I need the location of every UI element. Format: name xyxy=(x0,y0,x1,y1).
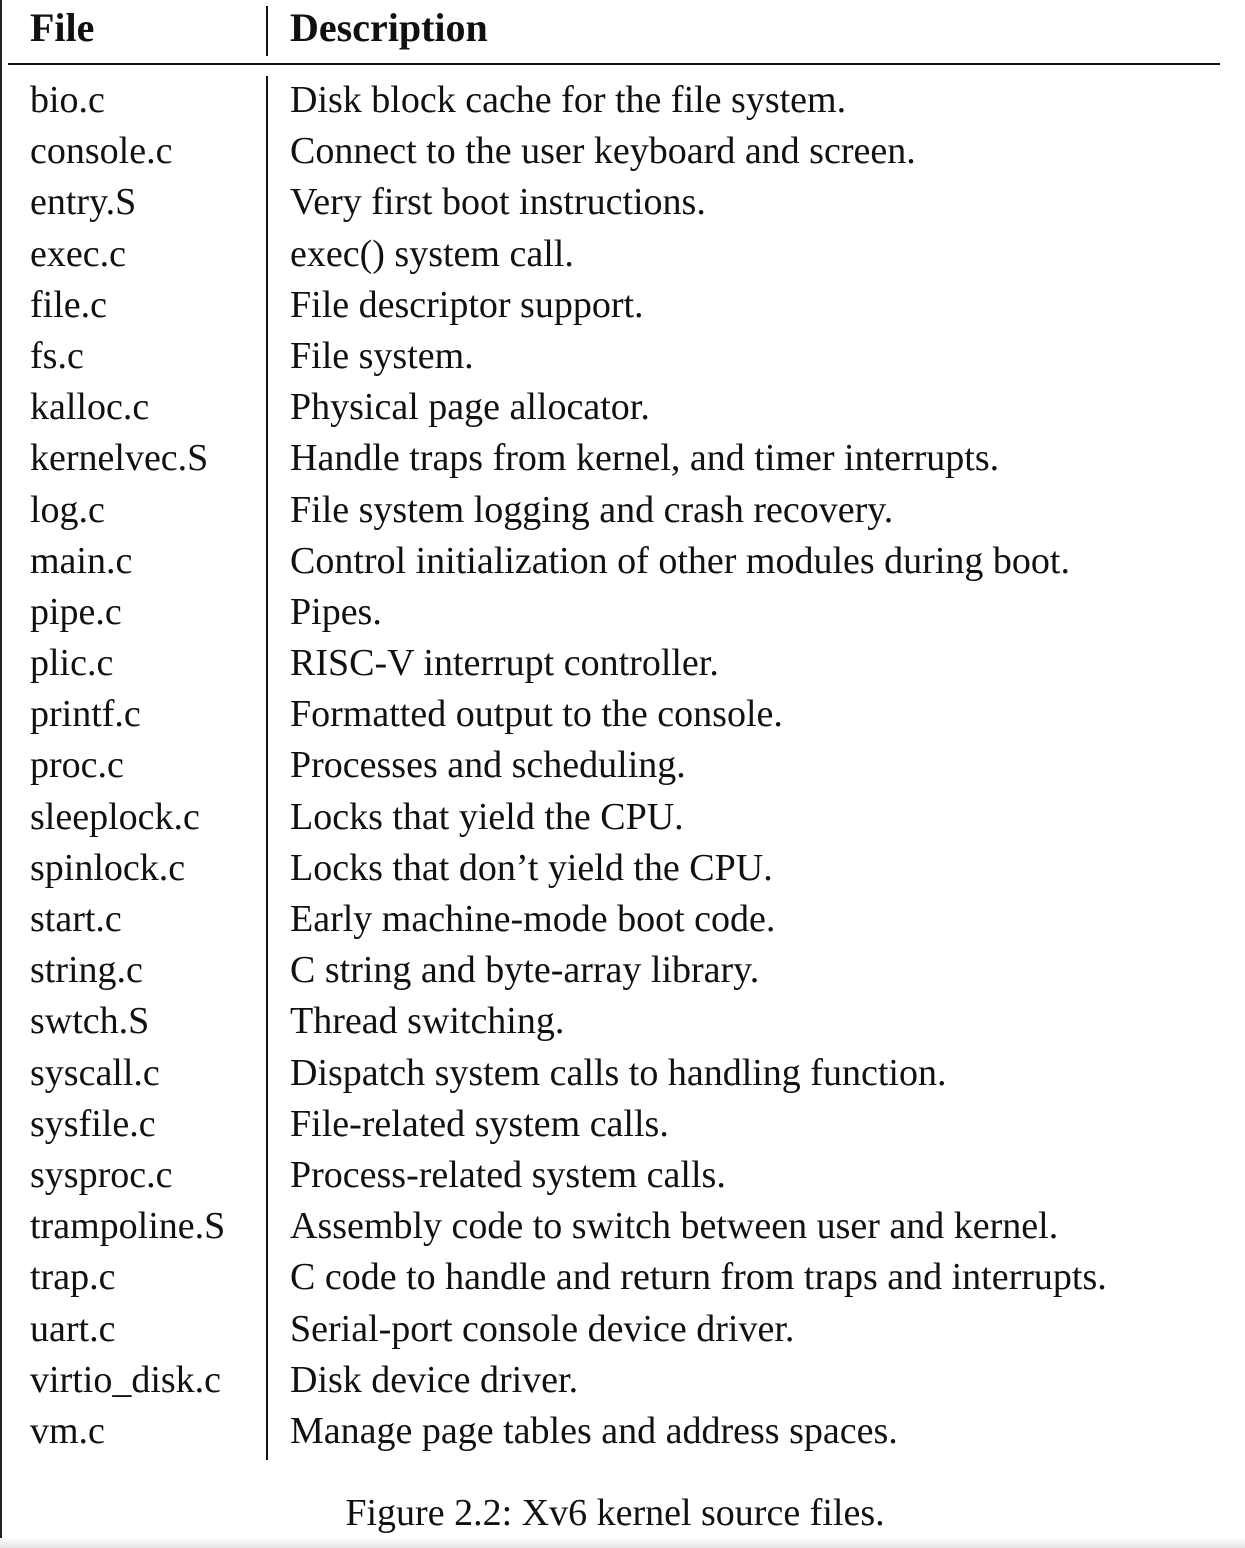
table-row xyxy=(0,1150,1245,1201)
table-row xyxy=(0,382,1245,433)
page-bottom-shadow xyxy=(0,1538,1245,1548)
table-row xyxy=(0,638,1245,689)
description-cell: Locks that yield the CPU. xyxy=(290,795,684,838)
file-name-cell: sysfile.c xyxy=(30,1102,156,1145)
description-cell: Dispatch system calls to handling function. xyxy=(290,1051,947,1094)
file-name-cell: sleeplock.c xyxy=(30,795,200,838)
description-cell: Connect to the user keyboard and screen. xyxy=(290,130,916,173)
file-name-cell: trap.c xyxy=(30,1256,116,1299)
file-name-cell: swtch.S xyxy=(30,1000,150,1043)
file-name-cell: trampoline.S xyxy=(30,1205,226,1248)
description-cell: Formatted output to the console. xyxy=(290,693,783,736)
figure-caption: Figure 2.2: Xv6 kernel source files. xyxy=(345,1492,885,1534)
table-row xyxy=(0,945,1245,996)
table-row xyxy=(0,1304,1245,1355)
description-cell: Early machine-mode boot code. xyxy=(290,898,776,940)
file-name-cell: log.c xyxy=(30,488,105,531)
table-header-row xyxy=(0,0,1245,60)
description-cell: Manage page tables and address spaces. xyxy=(290,1409,898,1452)
file-name-cell: string.c xyxy=(30,949,143,992)
table-row xyxy=(0,689,1245,740)
table-row xyxy=(0,740,1245,791)
file-name-cell: proc.c xyxy=(30,744,124,787)
table-row xyxy=(0,843,1245,894)
file-name-cell: kernelvec.S xyxy=(30,437,209,480)
description-cell: Control initialization of other modules during boot. xyxy=(290,539,1070,582)
description-cell: Disk device driver. xyxy=(290,1358,579,1401)
file-column-header: File xyxy=(30,5,95,50)
table-row xyxy=(0,1201,1245,1252)
description-column-header: Description xyxy=(290,5,488,50)
description-cell: C string and byte-array library. xyxy=(290,949,760,992)
header-rule xyxy=(8,63,1220,65)
description-cell: File system. xyxy=(290,334,474,377)
table-row xyxy=(0,1252,1245,1303)
table-row xyxy=(0,280,1245,331)
table-row xyxy=(0,894,1245,945)
description-cell: Locks that don’t yield the CPU. xyxy=(290,846,773,889)
file-name-cell: vm.c xyxy=(30,1409,105,1452)
description-cell: C code to handle and return from traps and interrupts. xyxy=(290,1256,1107,1299)
table-row xyxy=(0,996,1245,1047)
file-name-cell: fs.c xyxy=(30,334,84,377)
file-name-cell: kalloc.c xyxy=(30,386,150,429)
file-name-cell: console.c xyxy=(30,130,173,173)
description-cell: Very first boot instructions. xyxy=(290,181,706,224)
description-cell: Serial-port console device driver. xyxy=(290,1307,795,1350)
description-cell: Assembly code to switch between user and kernel. xyxy=(290,1205,1059,1248)
file-name-cell: sysproc.c xyxy=(30,1153,173,1196)
header-column-divider xyxy=(266,6,268,56)
description-cell: Processes and scheduling. xyxy=(290,744,686,787)
file-name-cell: start.c xyxy=(30,898,122,940)
file-name-cell: pipe.c xyxy=(30,590,122,633)
description-cell: Disk block cache for the file system. xyxy=(290,79,847,121)
description-cell: RISC-V interrupt controller. xyxy=(290,642,719,685)
description-cell: Process-related system calls. xyxy=(290,1153,726,1196)
description-cell: File descriptor support. xyxy=(290,283,644,326)
table-row xyxy=(0,177,1245,228)
file-name-cell: exec.c xyxy=(30,232,126,275)
description-cell: Pipes. xyxy=(290,590,382,633)
table-row xyxy=(0,433,1245,484)
file-name-cell: virtio_disk.c xyxy=(30,1358,222,1401)
file-name-cell: entry.S xyxy=(30,181,137,224)
file-name-cell: syscall.c xyxy=(30,1051,160,1094)
table-row xyxy=(0,331,1245,382)
file-name-cell: spinlock.c xyxy=(30,846,186,889)
table-row xyxy=(0,75,1245,126)
table-row xyxy=(0,1099,1245,1150)
table-row xyxy=(0,536,1245,587)
file-name-cell: uart.c xyxy=(30,1307,116,1350)
table-row xyxy=(0,126,1245,177)
description-cell: Handle traps from kernel, and timer interrupts. xyxy=(290,437,1000,480)
file-name-cell: printf.c xyxy=(30,693,141,736)
table-row xyxy=(0,229,1245,280)
table-row xyxy=(0,485,1245,536)
file-name-cell: bio.c xyxy=(30,79,105,121)
table-body xyxy=(0,75,1245,1457)
table-row xyxy=(0,587,1245,638)
table-row xyxy=(0,792,1245,843)
table-row xyxy=(0,1048,1245,1099)
table-row xyxy=(0,1355,1245,1406)
description-cell: exec() system call. xyxy=(290,232,574,275)
file-name-cell: main.c xyxy=(30,539,133,582)
table-row xyxy=(0,1406,1245,1457)
description-cell: File-related system calls. xyxy=(290,1102,669,1145)
file-name-cell: plic.c xyxy=(30,642,114,685)
file-name-cell: file.c xyxy=(30,283,108,326)
description-cell: File system logging and crash recovery. xyxy=(290,488,894,531)
description-cell: Thread switching. xyxy=(290,1000,565,1043)
description-cell: Physical page allocator. xyxy=(290,386,650,429)
